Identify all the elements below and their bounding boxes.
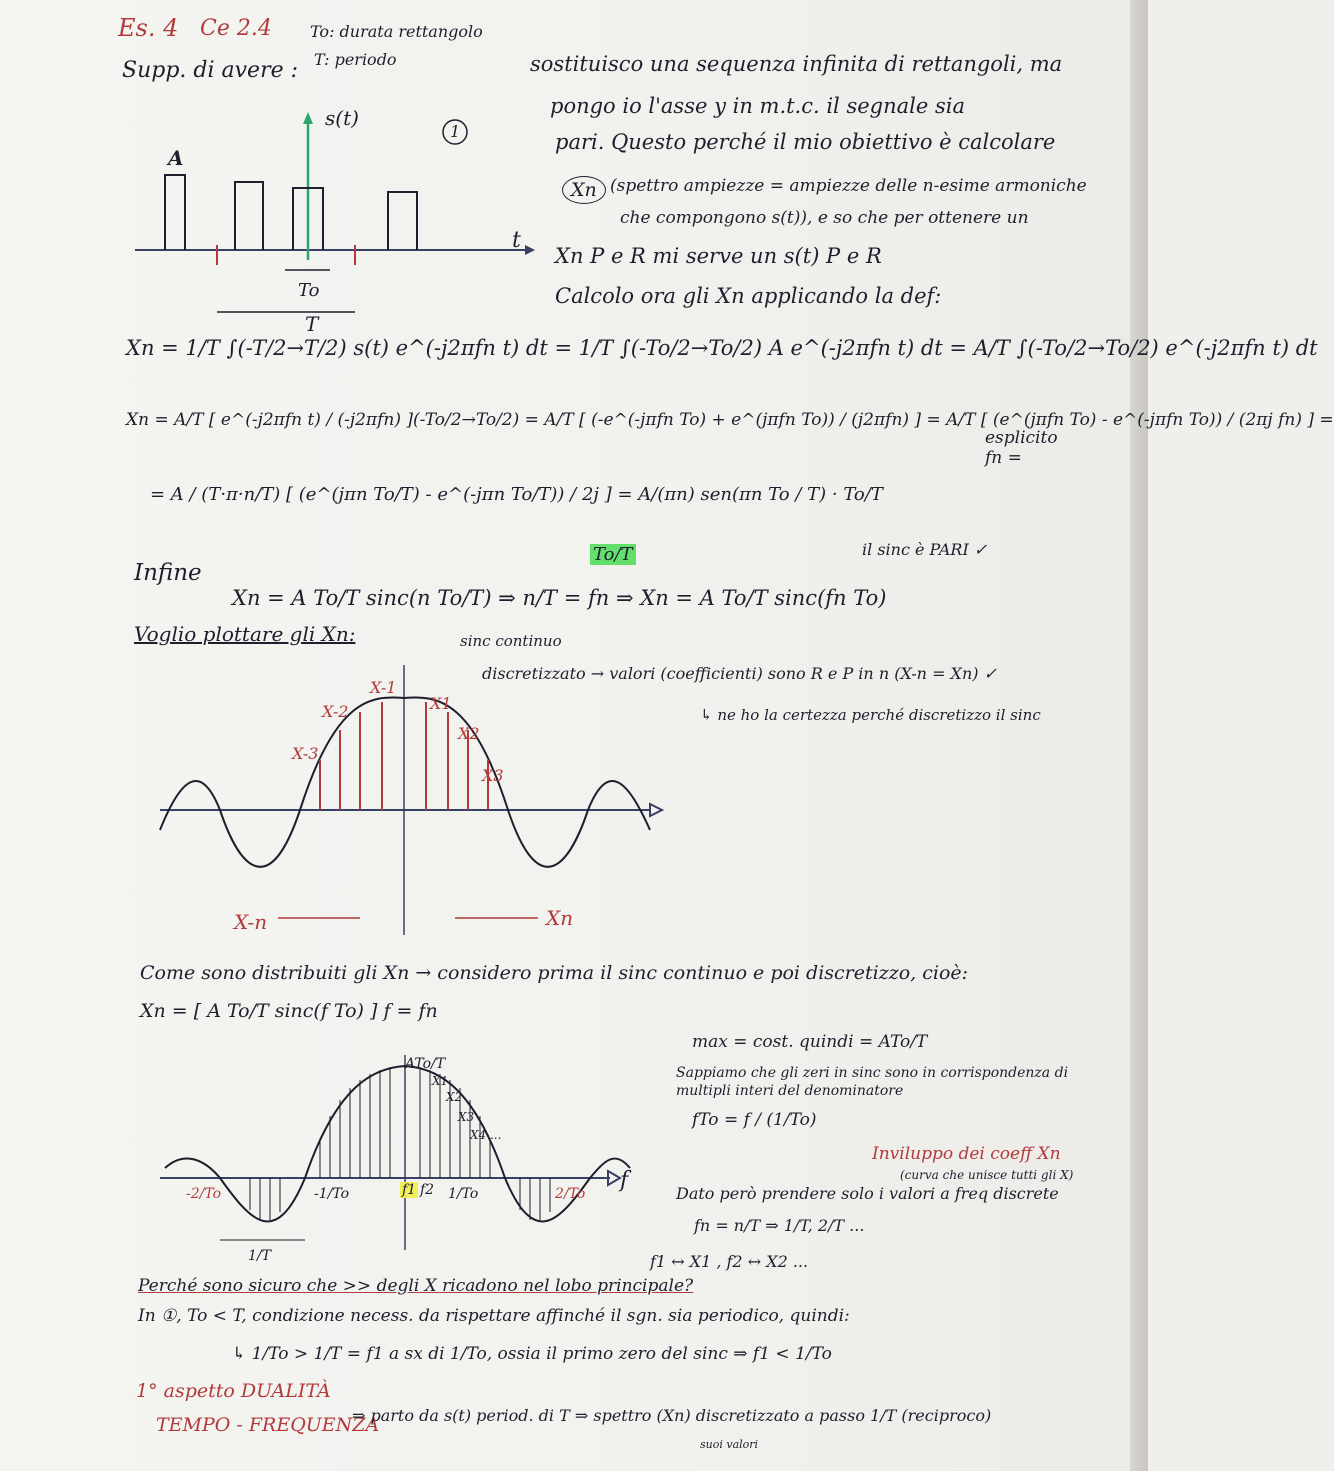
label-x-minus-3: X-3 xyxy=(292,744,319,763)
eq4: Xn = A To/T sinc(n To/T) ⇒ n/T = fn ⇒ Xn = A To/T sinc(fn To) xyxy=(232,586,887,610)
tick-minus-2: -2/To xyxy=(186,1186,222,1202)
intro-line3: pari. Questo perché il mio obiettivo è calcolare xyxy=(555,130,1056,154)
plot1-ylabel: s(t) xyxy=(325,106,359,130)
rect-train-plot xyxy=(125,100,545,340)
plot1-xlabel: t xyxy=(512,228,521,253)
label-x-minus-1: X-1 xyxy=(370,678,397,697)
plot1-t: T xyxy=(305,312,319,336)
sinc-envelope-plot xyxy=(160,1050,630,1260)
duality-text: ⇒ parto da s(t) period. di T ⇒ spettro (Xn) discretizzato a passo 1/T (reciproco) xyxy=(352,1406,992,1425)
label-X1: X1 xyxy=(432,1074,449,1088)
to-definition: To: durata rettangolo xyxy=(310,22,483,41)
eq3: = A / (T·π·n/T) [ (e^(jπn To/T) - e^(-jπn To/T)) / 2j ] = A/(πn) sen(πn To / T) · To/T xyxy=(150,484,883,505)
eq2-note: esplicito fn = xyxy=(985,428,1058,468)
page-edge xyxy=(1130,0,1148,1471)
note-discretized-2: ↳ ne ho la certezza perché discretizzo il sinc xyxy=(700,706,1041,724)
tick-plus-1: 1/To xyxy=(448,1186,479,1202)
section4-question: Perché sono sicuro che >> degli X ricadono nel lobo principale? xyxy=(138,1276,694,1296)
duality-subnote: suoi valori xyxy=(700,1438,759,1451)
tick-plus-2: 2/To xyxy=(555,1186,586,1202)
exercise-ref: Ce 2.4 xyxy=(200,16,272,41)
note-sinc-continuo: sinc continuo xyxy=(460,632,562,650)
label-X3: X3 xyxy=(458,1110,475,1124)
duality-title-2: TEMPO - FREQUENZA xyxy=(156,1414,380,1436)
plot1-to: To xyxy=(298,280,320,301)
section3-title: Come sono distribuiti gli Xn → considero prima il sinc continuo e poi discretizzo, cioè: xyxy=(140,962,969,984)
inviluppo-note: (curva che unisce tutti gli X) xyxy=(900,1168,1074,1182)
note-discretized: discretizzato → valori (coefficienti) sono R e P in n (X-n = Xn) ✓ xyxy=(482,664,997,683)
t-definition: T: periodo xyxy=(314,50,397,69)
eq4-lead: Infine xyxy=(134,560,202,586)
label-X4: X4 ... xyxy=(470,1128,502,1142)
tick-f1: f1 xyxy=(402,1182,417,1198)
intro-line4: (spettro ampiezze = ampiezze delle n-esime armoniche xyxy=(610,176,1087,196)
circle-one: 1 xyxy=(450,122,461,141)
plot1-amp: A xyxy=(168,146,184,170)
suppose-label: Supp. di avere : xyxy=(122,58,299,83)
label-x1: X1 xyxy=(430,694,452,713)
label-x3: X3 xyxy=(482,766,504,785)
tick-minus-1: -1/To xyxy=(314,1186,350,1202)
section4-line2: ↳ 1/To > 1/T = f1 a sx di 1/To, ossia il primo zero del sinc ⇒ f1 < 1/To xyxy=(232,1344,832,1364)
label-x2: X2 xyxy=(458,724,480,743)
label-X2: X2 xyxy=(446,1090,463,1104)
inviluppo-label: Inviluppo dei coeff Xn xyxy=(872,1144,1061,1164)
label-x-minus-2: X-2 xyxy=(322,702,349,721)
bullet-zeros: Sappiamo che gli zeri in sinc sono in corrispondenza di multipli interi del denominatore xyxy=(676,1065,1069,1099)
bullet-discrete: Dato però prendere solo i valori a freq discrete xyxy=(676,1184,1059,1203)
intro-line2: pongo io l'asse y in m.t.c. il segnale sia xyxy=(550,94,965,118)
intro-line1: sostituisco una sequenza infinita di rettangoli, ma xyxy=(530,52,1063,76)
period-label: 1/T xyxy=(248,1248,271,1264)
peak-label: ATo/T xyxy=(405,1056,446,1072)
sinc-discrete-plot xyxy=(160,660,680,940)
exercise-label: Es. 4 xyxy=(118,14,179,42)
intro-line6: Xn P e R mi serve un s(t) P e R xyxy=(555,244,882,268)
arrow-left-label: X-n xyxy=(234,910,268,934)
eq3-highlight: To/T xyxy=(590,544,636,565)
max-note: max = cost. quindi = ATo/T xyxy=(692,1032,928,1052)
section4-line1: In ①, To < T, condizione necess. da rispettare affinché il sgn. sia periodico, quindi: xyxy=(138,1306,850,1326)
eq4-note: il sinc è PARI ✓ xyxy=(862,540,988,559)
intro-line5: che compongono s(t)), e so che per ottenere un xyxy=(620,208,1029,228)
eq2: Xn = A/T [ e^(-j2πfn t) / (-j2πfn) ](-To/2→To/2) = A/T [ (-e^(-jπfn To) + e^(jπfn To)) / (j2πfn) ] = A/T [ (e^(jπfn To) - e^(-jπfn To)) / (2πj fn) ] = xyxy=(126,410,1334,430)
freq-pairs: f1 ↔ X1 , f2 ↔ X2 ... xyxy=(650,1252,809,1271)
freq-axis-label: f xyxy=(620,1168,629,1193)
duality-title-1: 1° aspetto DUALITÀ xyxy=(136,1380,331,1402)
intro-line7: Calcolo ora gli Xn applicando la def: xyxy=(555,284,942,308)
tick-f2: f2 xyxy=(420,1182,435,1198)
eq1: Xn = 1/T ∫(-T/2→T/2) s(t) e^(-j2πfn t) dt = 1/T ∫(-To/2→To/2) A e^(-j2πfn t) dt = A/T ∫(-To/2→To/2) e^(-j2πfn t) dt xyxy=(126,336,1318,360)
fn-definition: fn = n/T ⇒ 1/T, 2/T ... xyxy=(694,1216,865,1235)
section2-title: Voglio plottare gli Xn: xyxy=(134,622,356,646)
arrow-right-label: Xn xyxy=(546,906,574,930)
xn-circled: Xn xyxy=(562,176,606,204)
fto-formula: fTo = f / (1/To) xyxy=(692,1110,817,1130)
section3-formula: Xn = [ A To/T sinc(f To) ] f = fn xyxy=(140,1000,438,1022)
